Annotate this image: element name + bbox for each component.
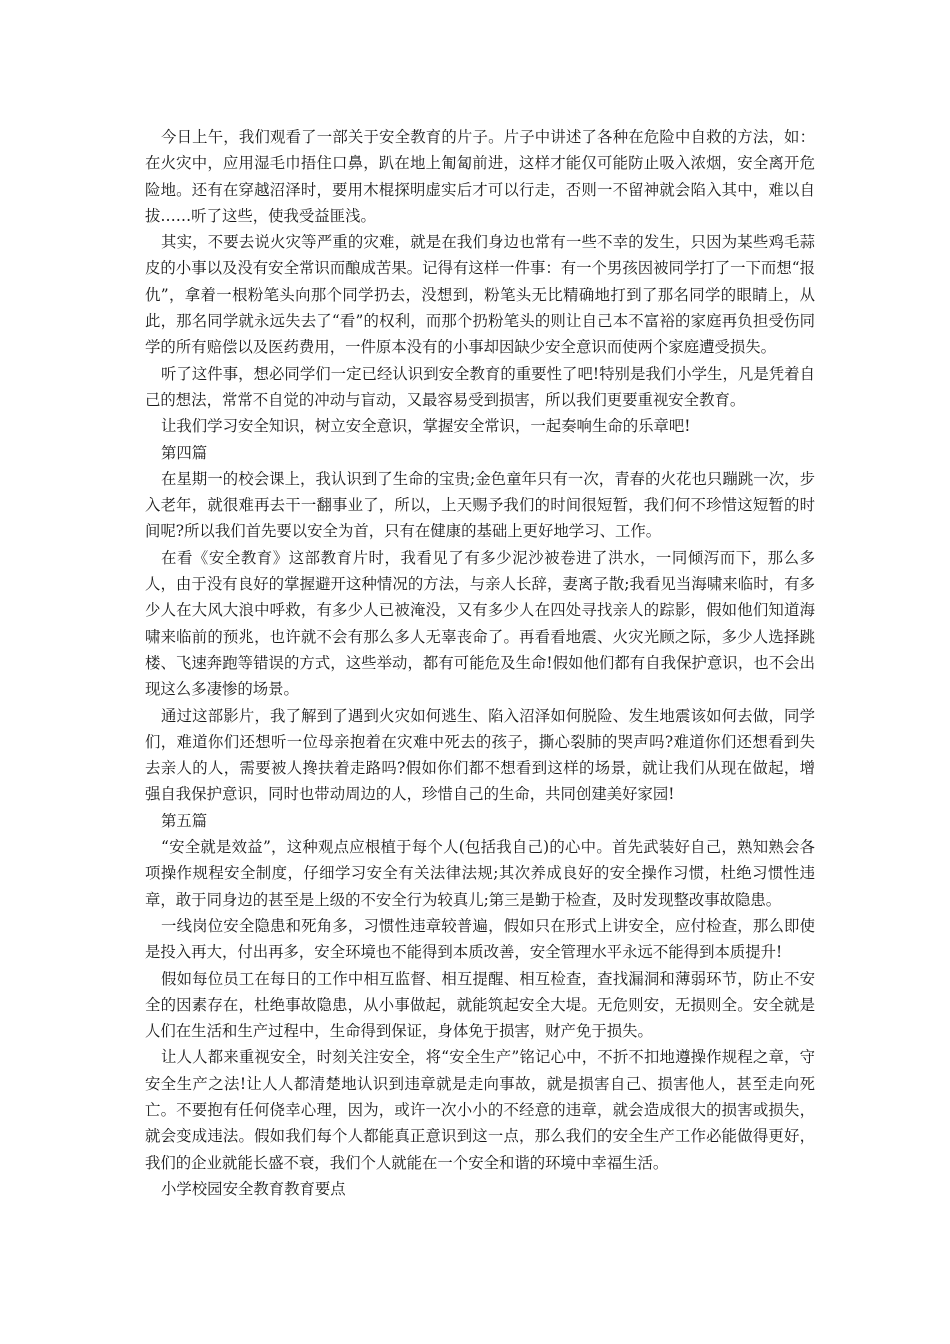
section-heading: 小学校园安全教育教育要点 (161, 1179, 346, 1198)
document-body (145, 124, 815, 1202)
paragraph: 在星期一的校会课上，我认识到了生命的宝贵;金色童年只有一次，青春的火花也只蹦跳一次，步入老年，就很难再去干一翻事业了，所以，上天赐予我们的时间很短暂，我们何不珍惜这短暂的时间呢?所以我们首先要以安全为首，只有在健康的基础上更好地学习、工作。 (145, 469, 815, 541)
paragraph: 在看《安全教育》这部教育片时，我看见了有多少泥沙被卷进了洪水，一同倾泻而下，那么多人，由于没有良好的掌握避开这种情况的方法，与亲人长辞，妻离子散;我看见当海啸来临时，有多少人在大风大浪中呼救，有多少人已被淹没，又有多少人在四处寻找亲人的踪影，假如他们知道海啸来临前的预兆，也许就不会有那么多人无辜丧命了。再看看地震、火灾光顾之际，多少人选择跳楼、飞速奔跑等错误的方式，这些举动，都有可能危及生命!假如他们都有自我保护意识，也不会出现这么多凄惨的场景。 (145, 548, 815, 699)
paragraph: 假如每位员工在每日的工作中相互监督、相互提醒、相互检查，查找漏洞和薄弱环节，防止不安全的因素存在，杜绝事故隐患，从小事做起，就能筑起安全大堤。无危则安，无损则全。安全就是人们在生活和生产过程中，生命得到保证，身体免于损害，财产免于损失。 (145, 969, 815, 1041)
paragraph: 听了这件事，想必同学们一定已经认识到安全教育的重要性了吧!特别是我们小学生，凡是凭着自己的想法，常常不自觉的冲动与盲动，又最容易受到损害，所以我们更要重视安全教育。 (145, 364, 815, 409)
paragraph: 通过这部影片，我了解到了遇到火灾如何逃生、陷入沼泽如何脱险、发生地震该如何去做，同学们，难道你们还想听一位母亲抱着在灾难中死去的孩子，撕心裂肺的哭声吗?难道你们还想看到失去亲人的人，需要被人搀扶着走路吗?假如你们都不想看到这样的场景，就让我们从现在做起，增强自我保护意识，同时也带动周边的人，珍惜自己的生命，共同创建美好家园! (145, 706, 815, 804)
paragraph: “安全就是效益”，这种观点应根植于每个人(包括我自己)的心中。首先武装好自己，熟知熟会各项操作规程安全制度，仔细学习安全有关法律法规;其次养成良好的安全操作习惯，杜绝习惯性违章，敢于同身边的甚至是上级的不安全行为较真儿;第三是勤于检查，及时发现整改事故隐患。 (145, 838, 815, 909)
paragraph: 让人人都来重视安全，时刻关注安全，将“安全生产”铭记心中，不折不扣地遵操作规程之章，守安全生产之法!让人人都清楚地认识到违章就是走向事故，就是损害自己、损害他人，甚至走向死亡。不要抱有任何侥幸心理，因为，或许一次小小的不经意的违章，就会造成很大的损害或损失，就会变成违法。假如我们每个人都能真正意识到这一点，那么我们的安全生产工作必能做得更好，我们的企业就能长盛不衰，我们个人就能在一个安全和谐的环境中幸福生活。 (145, 1048, 815, 1172)
section-heading: 第四篇 (161, 443, 208, 462)
paragraph: 让我们学习安全知识，树立安全意识，掌握安全常识，一起奏响生命的乐章吧! (161, 417, 691, 436)
section-heading: 第五篇 (161, 811, 208, 830)
paragraph: 其实，不要去说火灾等严重的灾难，就是在我们身边也常有一些不幸的发生，只因为某些鸡毛蒜皮的小事以及没有安全常识而酿成苦果。记得有这样一件事：有一个男孩因被同学打了一下而想“报仇”，拿着一根粉笔头向那个同学扔去，没想到，粉笔头无比精确地打到了那名同学的眼睛上，从此，那名同学就永远失去了“看”的权利，而那个扔粉笔头的则让自己本不富裕的家庭再负担受伤同学的所有赔偿以及医药费用，一件原本没有的小事却因缺少安全意识而使两个家庭遭受损失。 (145, 233, 815, 357)
paragraph: 今日上午，我们观看了一部关于安全教育的片子。片子中讲述了各种在危险中自救的方法，如：在火灾中，应用湿毛巾捂住口鼻，趴在地上匍匐前进，这样才能仅可能防止吸入浓烟，安全离开危险地。还有在穿越沼泽时，要用木棍探明虚实后才可以行走，否则一不留神就会陷入其中，难以自拔……听了这些，使我受益匪浅。 (145, 128, 815, 225)
paragraph: 一线岗位安全隐患和死角多，习惯性违章较普遍，假如只在形式上讲安全，应付检查，那么即使是投入再大，付出再多，安全环境也不能得到本质改善，安全管理水平永远不能得到本质提升! (145, 916, 815, 962)
